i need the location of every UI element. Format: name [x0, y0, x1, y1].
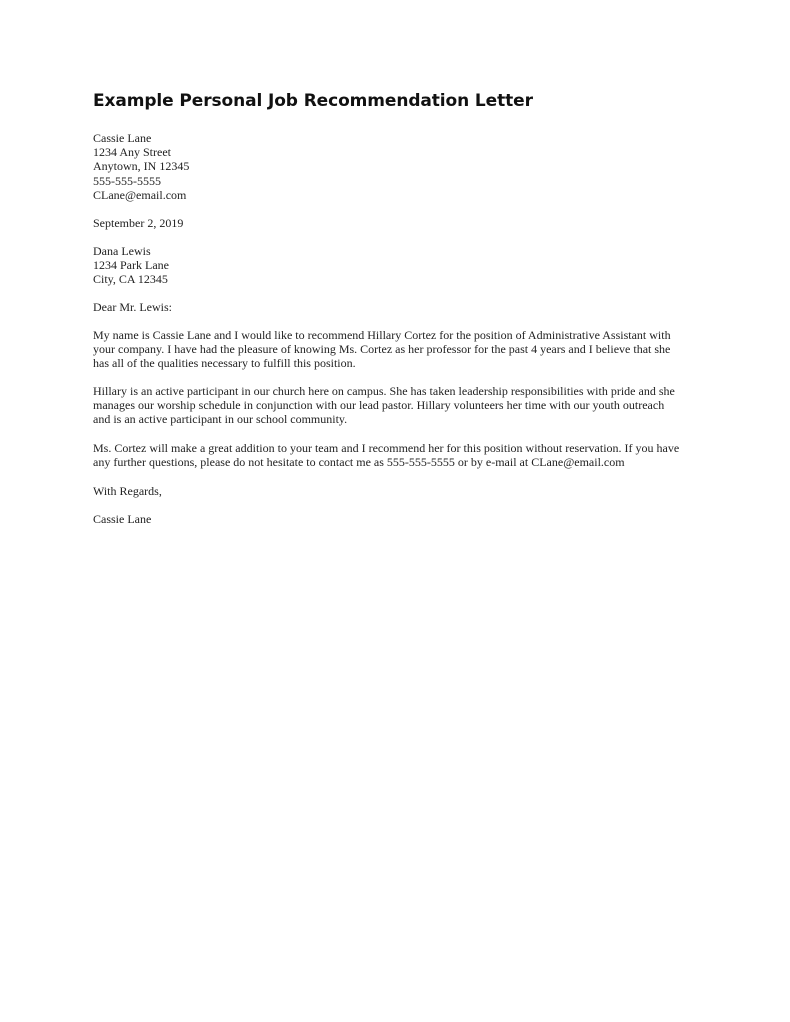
paragraph-line: manages our worship schedule in conjunction with our lead pastor. Hillary volunteers her time with our youth outreach: [93, 398, 665, 413]
sender-email: CLane@email.com: [93, 187, 187, 202]
recipient-street: 1234 Park Lane: [93, 258, 169, 273]
recipient-city-state-zip: City, CA 12345: [93, 272, 168, 287]
paragraph-line: Hillary is an active participant in our church here on campus. She has taken leadership responsibilities with pride and she: [93, 384, 675, 398]
letter-date: September 2, 2019: [93, 216, 184, 230]
paragraph-recommendation: [93, 441, 713, 469]
document-title: Example Personal Job Recommendation Letter: [93, 91, 533, 111]
closing: With Regards,: [93, 484, 162, 498]
signature: Cassie Lane: [93, 512, 152, 526]
sender-phone: 555-555-5555: [93, 173, 161, 188]
salutation: Dear Mr. Lewis:: [93, 300, 172, 314]
paragraph-line: Ms. Cortez will make a great addition to your team and I recommend her for this position without reservation. If you have: [93, 441, 680, 455]
recipient-address: [93, 244, 713, 287]
paragraph-qualities: [93, 384, 713, 427]
sender-city-state-zip: Anytown, IN 12345: [93, 159, 190, 174]
paragraph-line: and is an active participant in our school community.: [93, 412, 348, 427]
sender-street: 1234 Any Street: [93, 145, 171, 160]
paragraph-line: has all of the qualities necessary to fulfill this position.: [93, 356, 356, 371]
recipient-name: Dana Lewis: [93, 244, 151, 258]
paragraph-line: your company. I have had the pleasure of knowing Ms. Cortez as her professor for the past 4 years and I believe that she: [93, 342, 671, 357]
sender-name: Cassie Lane: [93, 131, 152, 145]
paragraph-introduction: [93, 328, 713, 371]
paragraph-line: any further questions, please do not hesitate to contact me as 555-555-5555 or by e-mail at CLane@email.com: [93, 455, 625, 470]
sender-address: [93, 131, 713, 202]
paragraph-line: My name is Cassie Lane and I would like to recommend Hillary Cortez for the position of Administrative Assistant with: [93, 328, 671, 342]
